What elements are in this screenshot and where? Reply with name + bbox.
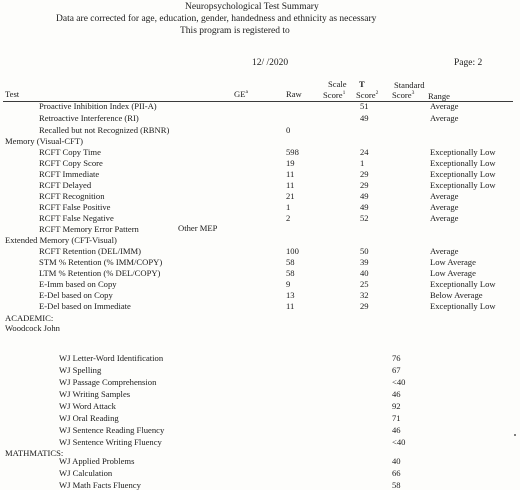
test-label: RCFT Memory Error Pattern [39, 224, 139, 234]
t-score: 40 [360, 268, 369, 278]
t-score: 49 [360, 202, 369, 212]
raw-score: 598 [286, 147, 299, 157]
test-label: Retroactive Interference (RI) [39, 113, 139, 123]
test-label: RCFT Recognition [39, 191, 105, 201]
test-label: E-Imm based on Copy [39, 279, 117, 289]
test-label: Proactive Inhibition Index (PII-A) [39, 101, 157, 111]
scan-speck [514, 434, 516, 436]
test-label: LTM % Retention (% DEL/COPY) [39, 268, 161, 278]
raw-score: 9 [286, 279, 291, 289]
range-label: Exceptionally Low [430, 169, 496, 179]
test-label: RCFT Immediate [39, 169, 100, 179]
range-label: Exceptionally Low [430, 158, 496, 168]
range-label: Below Average [430, 290, 483, 300]
range-label: Exceptionally Low [430, 301, 496, 311]
range-label: Average [430, 113, 459, 123]
test-label: WJ Passage Comprehension [59, 377, 157, 387]
test-label: WJ Oral Reading [59, 413, 119, 423]
t-score: 52 [360, 213, 369, 223]
t-score: 1 [360, 158, 365, 168]
page-number: Page: 2 [454, 58, 483, 68]
standard-score: 58 [392, 480, 401, 490]
range-label: Average [430, 101, 459, 111]
standard-score: 66 [392, 468, 401, 478]
test-label: RCFT False Positive [39, 202, 111, 212]
test-label: RCFT Copy Time [39, 147, 101, 157]
range-label: Low Average [430, 257, 476, 267]
standard-score: <40 [392, 377, 406, 387]
test-label: E-Del based on Copy [39, 290, 113, 300]
range-label: Average [430, 191, 459, 201]
test-label: WJ Sentence Reading Fluency [59, 425, 165, 435]
t-score: 39 [360, 257, 369, 267]
standard-score: 71 [392, 413, 401, 423]
t-score: 29 [360, 301, 369, 311]
col-std-line1: Standard [394, 80, 425, 90]
col-raw: Raw [286, 89, 302, 99]
col-std-line2: Score$^3$ [392, 90, 415, 100]
t-score: 50 [360, 246, 369, 256]
raw-score: 0 [286, 125, 291, 135]
t-score: 51 [360, 101, 369, 111]
test-label: E-Del based on Immediate [39, 301, 131, 311]
col-range: Range [428, 91, 450, 101]
test-label: RCFT Copy Score [39, 158, 103, 168]
range-label: Average [430, 202, 459, 212]
t-score: 49 [360, 113, 369, 123]
test-label: WJ Spelling [59, 365, 102, 375]
test-label: Memory (Visual-CFT) [5, 136, 84, 146]
range-label: Exceptionally Low [430, 279, 496, 289]
test-label: Woodcock John [5, 323, 60, 333]
other-mep-label: Other MEP [178, 223, 218, 233]
standard-score: 40 [392, 456, 401, 466]
raw-score: 19 [286, 158, 295, 168]
report-date: 12/ /2020 [252, 58, 289, 68]
standard-score: 92 [392, 401, 401, 411]
test-label: WJ Applied Problems [59, 456, 135, 466]
raw-score: 100 [286, 246, 299, 256]
t-score: 32 [360, 290, 369, 300]
range-label: Low Average [430, 268, 476, 278]
raw-score: 21 [286, 191, 295, 201]
raw-score: 13 [286, 290, 295, 300]
raw-score: 11 [286, 180, 295, 190]
test-label: WJ Calculation [59, 468, 113, 478]
test-label: WJ Word Attack [59, 401, 116, 411]
t-score: 29 [360, 180, 369, 190]
report-title: Neuropsychological Test Summary [185, 2, 319, 12]
test-label: MATHMATICS: [5, 448, 64, 458]
col-t-line2: Score$^2$ [356, 90, 379, 100]
range-label: Exceptionally Low [430, 180, 496, 190]
t-score: 25 [360, 279, 369, 289]
range-label: Average [430, 213, 459, 223]
test-label: RCFT Delayed [39, 180, 92, 190]
raw-score: 58 [286, 257, 295, 267]
col-ge: $GE^a$ [234, 89, 248, 99]
test-label: Recalled but not Recognized (RBNR) [39, 125, 170, 135]
test-label: STM % Retention (% IMM/COPY) [39, 257, 163, 267]
standard-score: <40 [392, 437, 406, 447]
raw-score: 58 [286, 268, 295, 278]
standard-score: 46 [392, 389, 401, 399]
test-label: ACADEMIC: [5, 313, 54, 323]
range-label: Exceptionally Low [430, 147, 496, 157]
test-label: WJ Sentence Writing Fluency [59, 437, 162, 447]
col-t-line1: T [359, 79, 365, 89]
t-score: 24 [360, 147, 369, 157]
raw-score: 11 [286, 301, 295, 311]
t-score: 29 [360, 169, 369, 179]
test-label: Extended Memory (CFT-Visual) [5, 235, 117, 245]
test-label: RCFT False Negative [39, 213, 114, 223]
standard-score: 76 [392, 353, 401, 363]
test-label: WJ Letter-Word Identification [59, 353, 164, 363]
registration-line: This program is registered to [180, 26, 290, 36]
test-label: WJ Math Facts Fluency [59, 480, 141, 490]
col-scale-line1: Scale [328, 79, 347, 89]
raw-score: 11 [286, 169, 295, 179]
t-score: 49 [360, 191, 369, 201]
report-subtitle: Data are corrected for age, education, gender, handedness and ethnicity as necessary [56, 14, 377, 24]
raw-score: 2 [286, 213, 291, 223]
range-label: Average [430, 246, 459, 256]
test-label: RCFT Retention (DEL/IMM) [39, 246, 142, 256]
col-scale-line2: Score$^1$ [323, 90, 346, 100]
raw-score: 1 [286, 202, 291, 212]
test-label: WJ Writing Samples [59, 389, 131, 399]
standard-score: 46 [392, 425, 401, 435]
standard-score: 67 [392, 365, 401, 375]
col-test: Test [5, 89, 20, 99]
